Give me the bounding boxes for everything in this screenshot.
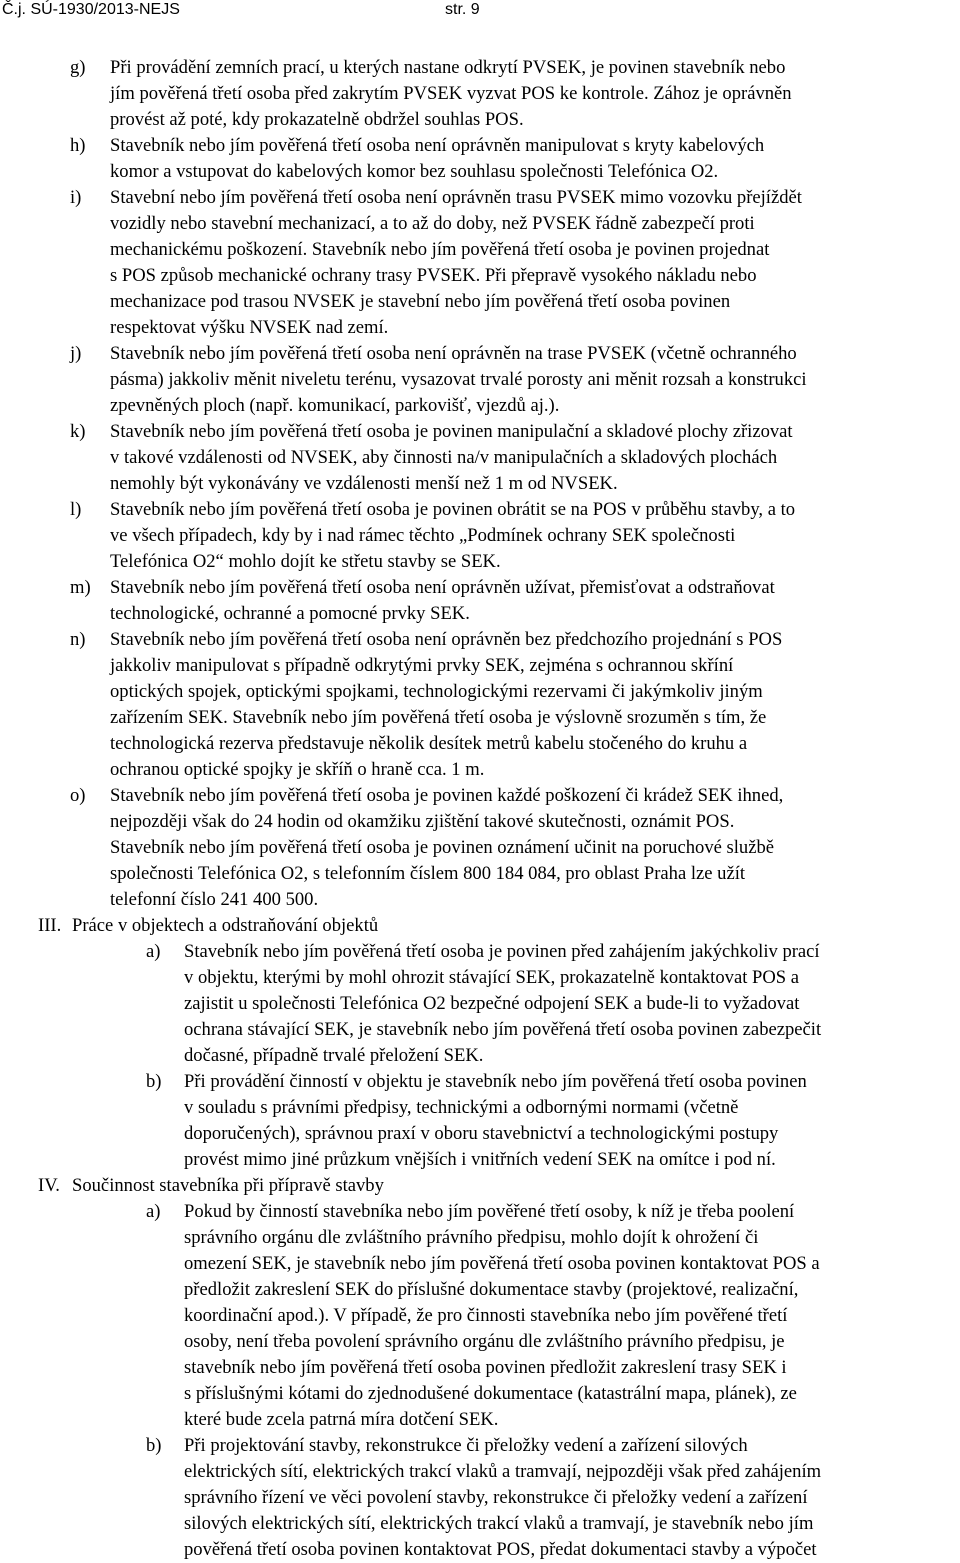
item-text: Stavebník nebo jím pověřená třetí osoba není oprávněn na trase PVSEK (včetně ochranného pásma) jakkoliv měnit niveletu terénu, vysazovat trvalé porosty ani měnit rozsah a konstrukci zpevněných ploch (např. komunikací, parkovišť, vjezdů aj.). [110,343,807,416]
item-label: k) [70,421,86,442]
list-item [0,1069,960,1173]
list-item [0,575,960,627]
item-text: Při provádění činností v objektu je stavebník nebo jím pověřená třetí osoba povinen v souladu s právními předpisy, technickými a odbornými normami (včetně doporučených), správnou praxí v oboru stavebnictví a technologickými postupy provést mimo jiné průzkum vnějších i vnitřních vedení SEK na omítce i pod ní. [184,1071,807,1170]
item-text: Stavebník nebo jím pověřená třetí osoba je povinen před zahájením jakýchkoliv prací v objektu, kterými by mohl ohrozit stávající SEK, prokazatelně kontaktovat POS a zajistit u společnosti Telefónica O2 bezpečné odpojení SEK a bude-li to vyžadovat ochrana stávající SEK, je stavebník nebo jím pověřená třetí osoba povinen zabezpečit dočasné, případně trvalé přeložení SEK. [184,941,822,1066]
list-item [0,1433,960,1563]
item-label: j) [70,343,82,364]
document-reference: Č.j. SÚ-1930/2013-NEJS [2,1,180,18]
item-label: b) [146,1071,162,1092]
item-text: Stavební nebo jím pověřená třetí osoba není oprávněn trasu PVSEK mimo vozovku přejíždět vozidly nebo stavební mechanizací, a to až do doby, než PVSEK řádně zabezpečí proti mechanickému poškození. Stavebník nebo jím pověřená třetí osoba je povinen projednat s POS způsob mechanické ochrany trasy PVSEK. Při přepravě vysokého nákladu nebo mechanizace pod trasou NVSEK je stavební nebo jím pověřená třetí osoba povinen respektovat výšku NVSEK nad zemí. [110,187,802,338]
section-number: III. [38,915,62,936]
item-text: Při projektování stavby, rekonstrukce či přeložky vedení a zařízení silových elektrických sítí, elektrických trakcí vlaků a tramvají, nejpozději však před zahájením správního řízení ve věci povolení stavby, rekonstrukce či přeložky vedení a zařízení silových elektrických sítí, elektrických trakcí vlaků a tramvají, je stavebník nebo jím pověřená třetí osoba povinen kontaktovat POS, předat dokumentaci stavby a výpočet [184,1435,822,1560]
section-title: Práce v objektech a odstraňování objektů [72,915,379,936]
item-text: Stavebník nebo jím pověřená třetí osoba není oprávněn bez předchozího projednání s POS jakkoliv manipulovat s případně odkrytými prvky SEK, zejména s ochrannou skříní optických spojek, optickými spojkami, technologickými rezervami či jakýmkoliv jiným zařízením SEK. Stavebník nebo jím pověřená třetí osoba je výslovně srozuměn s tím, že technologická rezerva představuje několik desítek metrů kabelu stočeného do kruhu a ochranou optické spojky je skříň o hraně cca. 1 m. [110,629,783,780]
item-label: a) [146,1201,161,1222]
item-text: Pokud by činností stavebníka nebo jím pověřené třetí osoby, k níž je třeba poolení správního orgánu dle zvláštního právního předpisu, mohlo dojít k ohrožení či omezení SEK, je stavebník nebo jím pověřená třetí osoba povinen kontaktovat POS a předložit zakreslení SEK do příslušné dokumentace stavby (projektové, realizační, koordinační apod.). V případě, že pro činnosti stavebníka nebo jím pověřené třetí osoby, není třeba povolení správního orgánu dle zvláštního právního předpisu, je stavebník nebo jím pověřená třetí osoba povinen předložit zakreslení trasy SEK i s příslušnými kótami do zjednodušené dokumentace (katastrální mapa, plánek), ze které bude zcela patrná míra dotčení SEK. [184,1201,820,1430]
section-heading [0,1173,960,1199]
list-item [0,939,960,1069]
list-item [0,1199,960,1433]
list-item [0,55,960,133]
item-label: o) [70,785,86,806]
list-item [0,783,960,913]
item-text: Při provádění zemních prací, u kterých nastane odkrytí PVSEK, je povinen stavebník nebo jím pověřená třetí osoba před zakrytím PVSEK vyzvat POS ke kontrole. Zához je oprávněn provést až poté, kdy prokazatelně obdržel souhlas POS. [110,57,792,130]
item-text: Stavebník nebo jím pověřená třetí osoba je povinen obrátit se na POS v průběhu stavby, a to ve všech případech, kdy by i nad rámec těchto „Podmínek ochrany SEK společnosti Telefónica O2“ mohlo dojít ke střetu stavby se SEK. [110,499,796,572]
item-text: Stavebník nebo jím pověřená třetí osoba není oprávněn užívat, přemisťovat a odstraňovat technologické, ochranné a pomocné prvky SEK. [110,577,775,624]
list-item [0,419,960,497]
item-label: n) [70,629,86,650]
item-text: Stavebník nebo jím pověřená třetí osoba je povinen manipulační a skladové plochy zřizovat v takové vzdálenosti od NVSEK, aby činnosti na/v manipulačních a skladových plochách nemohly být vykonávány ve vzdálenosti menší než 1 m od NVSEK. [110,421,793,494]
item-label: h) [70,135,86,156]
item-text: Stavebník nebo jím pověřená třetí osoba není oprávněn manipulovat s kryty kabelových komor a vstupovat do kabelových komor bez souhlasu společnosti Telefónica O2. [110,135,765,182]
section-heading [0,913,960,939]
list-item [0,185,960,341]
list-item [0,627,960,783]
list-item [0,341,960,419]
item-label: a) [146,941,161,962]
item-label: l) [70,499,82,520]
section-number: IV. [38,1175,60,1196]
list-item [0,497,960,575]
page-number: str. 9 [445,1,480,18]
item-label: g) [70,57,86,78]
item-text: Stavebník nebo jím pověřená třetí osoba je povinen každé poškození či krádež SEK ihned, nejpozději však do 24 hodin od okamžiku zjištění takové skutečnosti, oznámit POS. Stavebník nebo jím pověřená třetí osoba je povinen oznámení učinit na poruchové službě společnosti Telefónica O2, s telefonním číslem 800 184 084, pro oblast Praha lze užít telefonní číslo 241 400 500. [110,785,784,910]
item-label: b) [146,1435,162,1456]
document-body [0,55,960,1563]
page-header [0,0,960,22]
section-title: Součinnost stavebníka při přípravě stavby [72,1175,384,1196]
item-label: i) [70,187,82,208]
list-item [0,133,960,185]
item-label: m) [70,577,91,598]
